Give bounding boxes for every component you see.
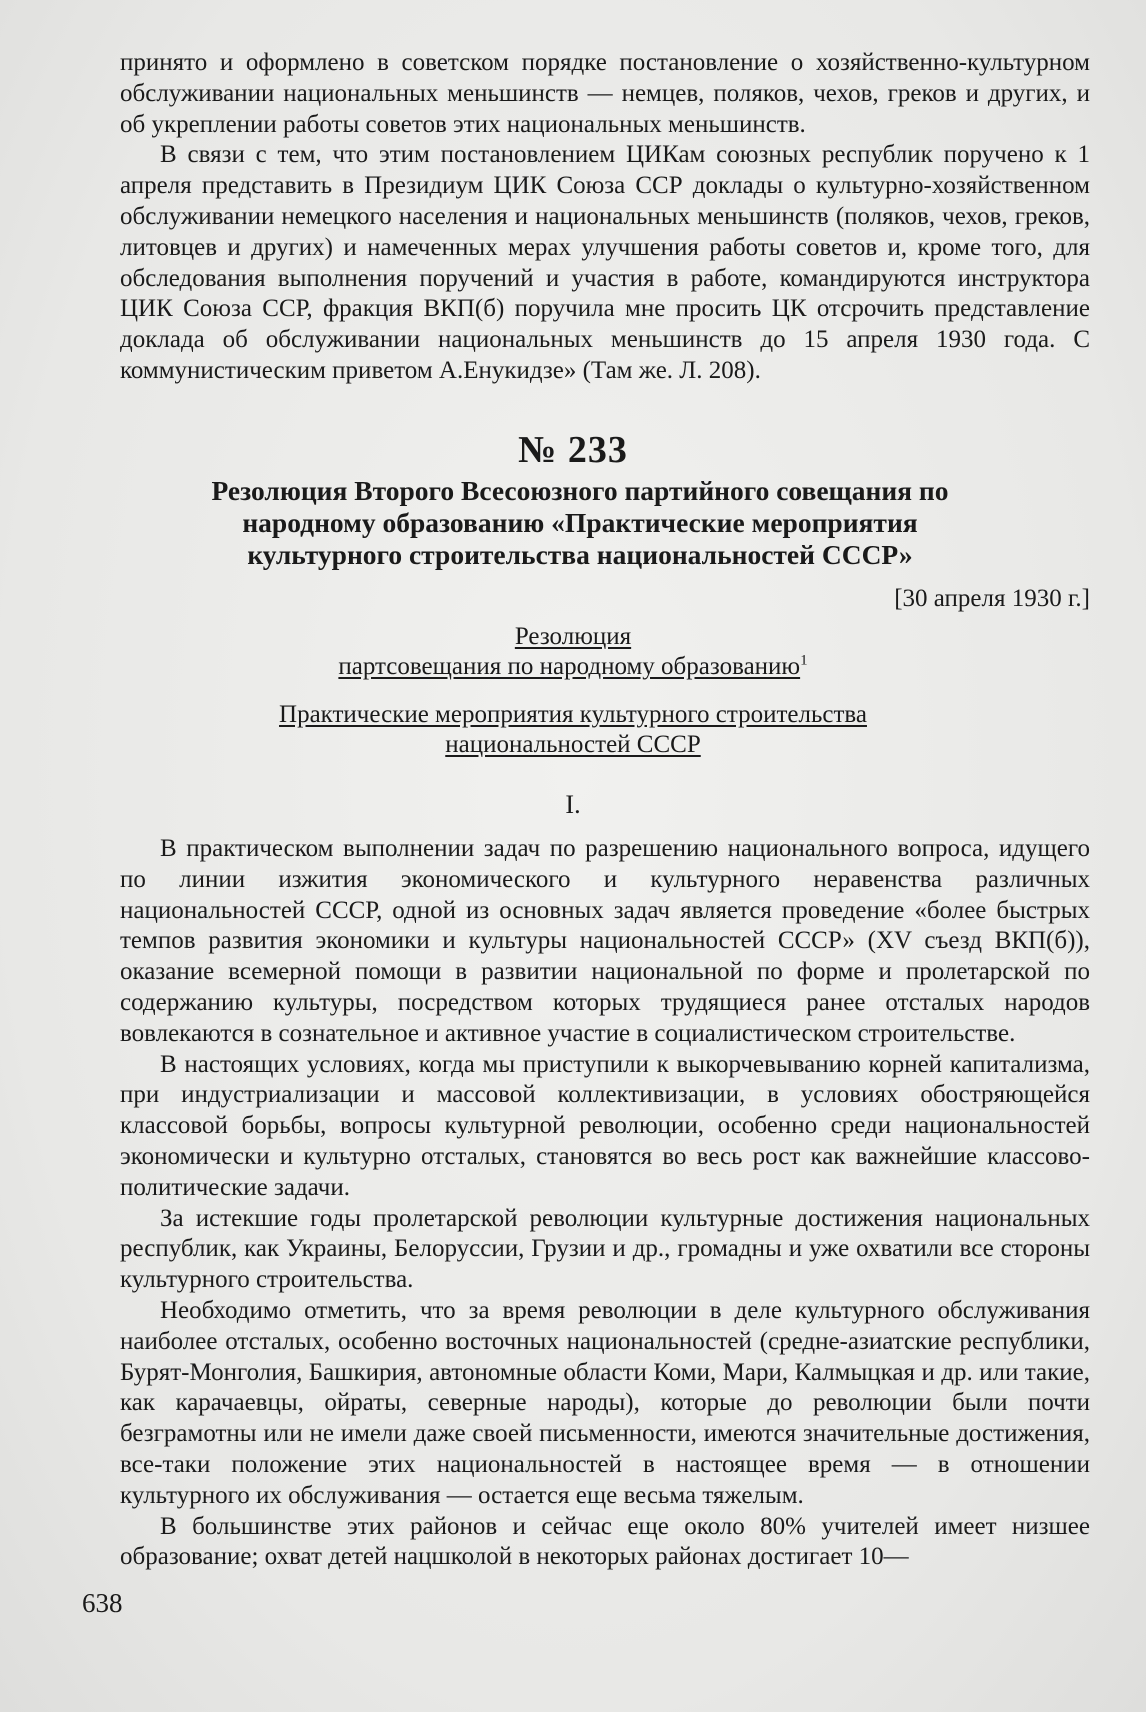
- heading-resolution-text: Резолюция: [514, 623, 632, 650]
- heading-party-meeting-text: партсовещания по народному образованию: [338, 653, 801, 680]
- section-number: I.: [565, 790, 581, 819]
- top-text-block: [120, 48, 1090, 387]
- footnote-mark: 1: [800, 652, 808, 669]
- heading-practical-measures-text: Практические мероприятия культурного строительства: [279, 701, 867, 728]
- paragraph: В большинстве этих районов и сейчас еще около 80% учителей имеет низшее образование; охват детей нацшколой в некоторых районах достигает 10—: [120, 1512, 1090, 1571]
- heading-resolution: [0, 622, 1146, 652]
- paragraph: В настоящих условиях, когда мы приступили к выкорчевыванию корней капитализма, при индустриализации и массовой коллективизации, в условиях обостряющейся классовой борьбы, вопросы культурной революции, особенно среди национальностей экономически и культурно отсталых, становятся во весь рост как важнейшие классово-политические задачи.: [120, 1050, 1090, 1201]
- paragraph: Необходимо отметить, что за время революции в деле культурного обслуживания наиболее отсталых, особенно восточных национальностей (средне-азиатские республики, Бурят-Монголия, Башкирия, автономные области Коми, Мари, Калмыцкая и др. или такие, как карачаевцы, ойраты, северные народы), которые до революции были почти безграмотны или не имели даже своей письменности, имеются значительные достижения, все-таки положение этих национальностей в настоящее время — в отношении культурного их обслуживания — остается еще весьма тяжелым.: [120, 1296, 1090, 1509]
- heading-nationalities: [0, 730, 1146, 760]
- document-number: № 233: [518, 429, 628, 471]
- main-text-block: [120, 834, 1090, 1573]
- document-date: [30 апреля 1930 г.]: [894, 585, 1090, 612]
- heading-party-meeting: [0, 652, 1146, 682]
- document-title: Резолюция Второго Всесоюзного партийного совещания по народному образованию «Практические мероприятия культурного строительства национальностей СССР»: [211, 475, 949, 570]
- heading-practical-measures: [0, 700, 1146, 730]
- letter-paragraph: В связи с тем, что этим постановлением ЦИКам союзных республик поручено к 1 апреля представить в Президиум ЦИК Союза ССР доклады о культурно-хозяйственном обслуживании немецкого населения и национальных меньшинств (поляков, чехов, греков, литовцев и других) и намеченных мерах улучшения работы советов и, кроме того, для обследования выполнения поручений и участия в работе, командируются инструктора ЦИК Союза ССР, фракция ВКП(б) поручила мне просить ЦК отсрочить представление доклада об обслуживании национальных меньшинств до 15 апреля 1930 года. С коммунистическим приветом А.Енукидзе» (Там же. Л. 208).: [120, 141, 1090, 384]
- page-number: 638: [82, 1588, 123, 1618]
- paragraph: В практическом выполнении задач по разрешению национального вопроса, идущего по линии изжития экономического и культурного неравенства различных национальностей СССР, одной из основных задач является проведение «более быстрых темпов развития экономики и культуры национальностей СССР» (XV съезд ВКП(б)), оказание всемерной помощи в развитии национальной по форме и пролетарской по содержанию культуры, посредством которых трудящиеся ранее отсталых народов вовлекаются в сознательное и активное участие в социалистическом строительстве.: [120, 835, 1090, 1047]
- heading-nationalities-text: национальностей СССР: [445, 731, 701, 758]
- continued-paragraph: принято и оформлено в советском порядке постановление о хозяйственно-культурном обслуживании национальных меньшинств — немцев, поляков, чехов, греков и других, и об укреплении работы советов этих национальных меньшинств.: [120, 49, 1090, 138]
- paragraph: За истекшие годы пролетарской революции культурные достижения национальных республик, как Украины, Белоруссии, Грузии и др., громадны и уже охватили все стороны культурного строительства.: [120, 1204, 1090, 1294]
